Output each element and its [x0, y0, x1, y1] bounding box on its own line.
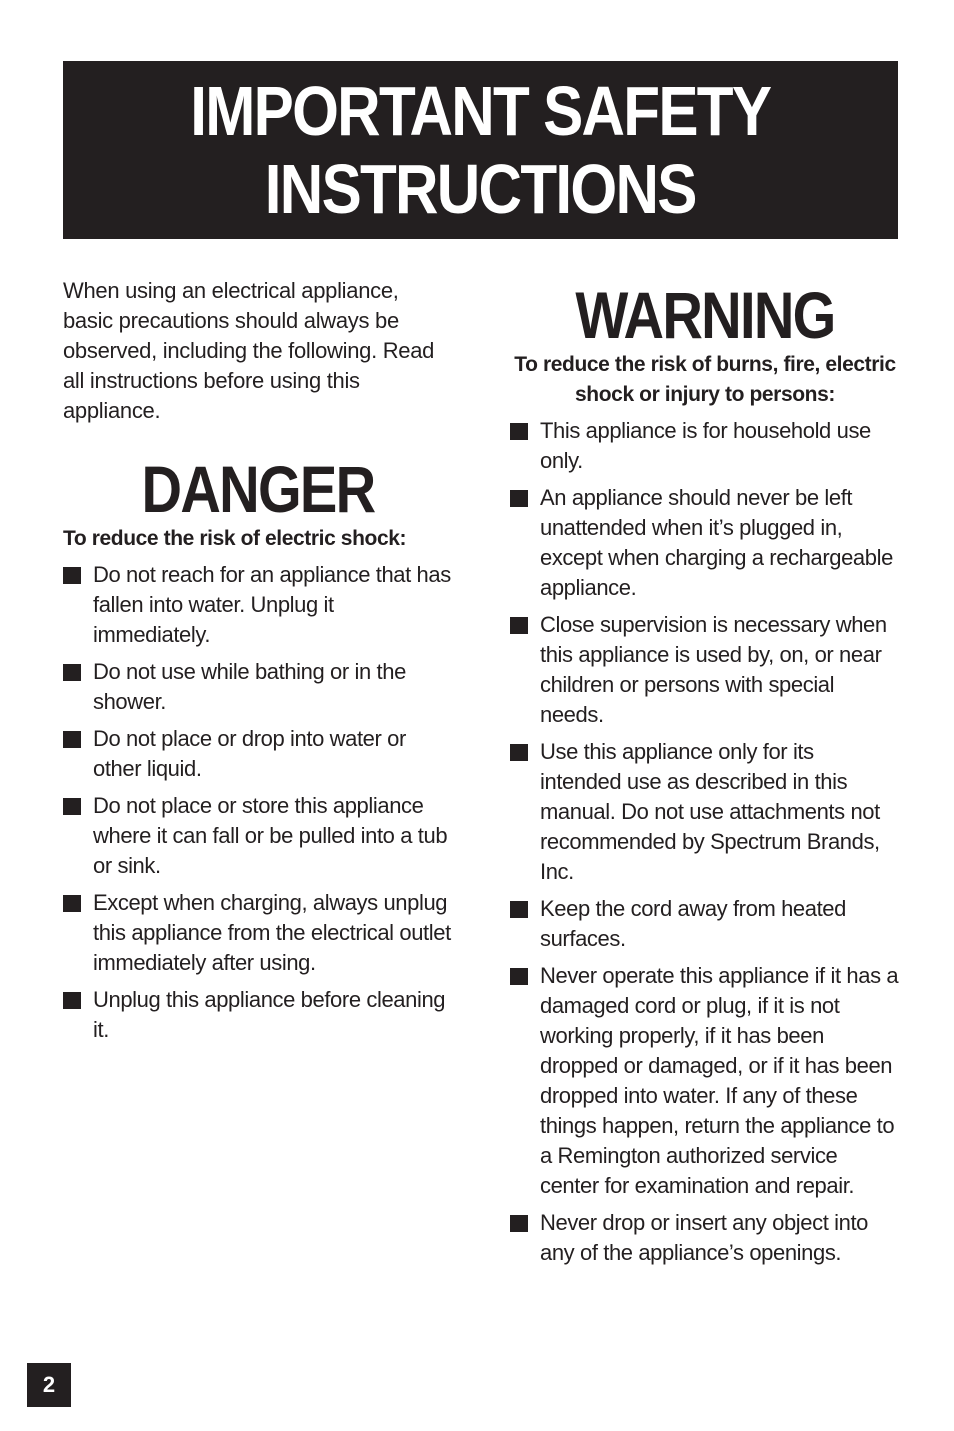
bullet-square-icon [63, 731, 81, 748]
danger-item-text: Except when charging, always unplug this appliance from the electrical outlet immediately after using. [93, 890, 451, 975]
warning-list-item [510, 737, 900, 887]
warning-subheading: To reduce the risk of burns, fire, electric shock or injury to persons: [514, 353, 896, 406]
bullet-square-icon [63, 798, 81, 815]
danger-item-text: Do not use while bathing or in the shower. [93, 659, 406, 714]
bullet-square-icon [510, 617, 528, 634]
left-column [63, 276, 453, 1052]
bullet-square-icon [510, 901, 528, 918]
warning-item-text: An appliance should never be left unattended when it’s plugged in, except when charging a rechargeable appliance. [540, 485, 893, 600]
danger-list-item [63, 657, 453, 717]
bullet-square-icon [510, 968, 528, 985]
warning-item-text: Keep the cord away from heated surfaces. [540, 896, 846, 951]
danger-list-item [63, 724, 453, 784]
title-line-2: INSTRUCTIONS [265, 150, 696, 228]
warning-list-item [510, 894, 900, 954]
bullet-square-icon [63, 567, 81, 584]
title-banner [63, 61, 898, 239]
warning-list-item [510, 610, 900, 730]
intro-paragraph: When using an electrical appliance, basic precautions should always be observed, including the following. Read all instructions before using this appliance. [63, 278, 435, 423]
bullet-square-icon [510, 423, 528, 440]
warning-item-text: Close supervision is necessary when this appliance is used by, on, or near children or persons with special needs. [540, 612, 887, 727]
bullet-square-icon [510, 1215, 528, 1232]
right-column [510, 276, 900, 1275]
danger-item-text: Do not place or drop into water or other liquid. [93, 726, 406, 781]
page-number: 2 [27, 1363, 71, 1407]
warning-list-item [510, 483, 900, 603]
danger-list-item [63, 985, 453, 1045]
warning-list-item [510, 961, 900, 1201]
danger-list-item [63, 888, 453, 978]
warning-item-text: Never drop or insert any object into any of the appliance’s openings. [540, 1210, 868, 1265]
danger-item-text: Unplug this appliance before cleaning it. [93, 987, 446, 1042]
bullet-square-icon [63, 992, 81, 1009]
danger-item-text: Do not place or store this appliance where it can fall or be pulled into a tub or sink. [93, 793, 448, 878]
danger-subheading: To reduce the risk of electric shock: [63, 527, 407, 550]
warning-list-item [510, 1208, 900, 1268]
bullet-square-icon [63, 895, 81, 912]
bullet-square-icon [510, 490, 528, 507]
page-title [190, 72, 770, 228]
title-line-1: IMPORTANT SAFETY [190, 72, 771, 150]
bullet-square-icon [510, 744, 528, 761]
danger-list [63, 560, 453, 1045]
danger-item-text: Do not reach for an appliance that has fallen into water. Unplug it immediately. [93, 562, 451, 647]
warning-item-text: Use this appliance only for its intended use as described in this manual. Do not use attachments not recommended by Spectrum Brands, Inc. [540, 739, 880, 884]
danger-heading: DANGER [141, 452, 375, 526]
warning-item-text: Never operate this appliance if it has a damaged cord or plug, if it is not working properly, if it has been dropped or damaged, or if it has been dropped into water. If any of these things happen, return the appliance to a Remington authorized service center for examination and repair. [540, 963, 899, 1198]
danger-list-item [63, 560, 453, 650]
warning-heading: WARNING [575, 278, 835, 352]
warning-item-text: This appliance is for household use only. [540, 418, 871, 473]
warning-list-item [510, 416, 900, 476]
danger-list-item [63, 791, 453, 881]
bullet-square-icon [63, 664, 81, 681]
warning-list [510, 416, 900, 1268]
